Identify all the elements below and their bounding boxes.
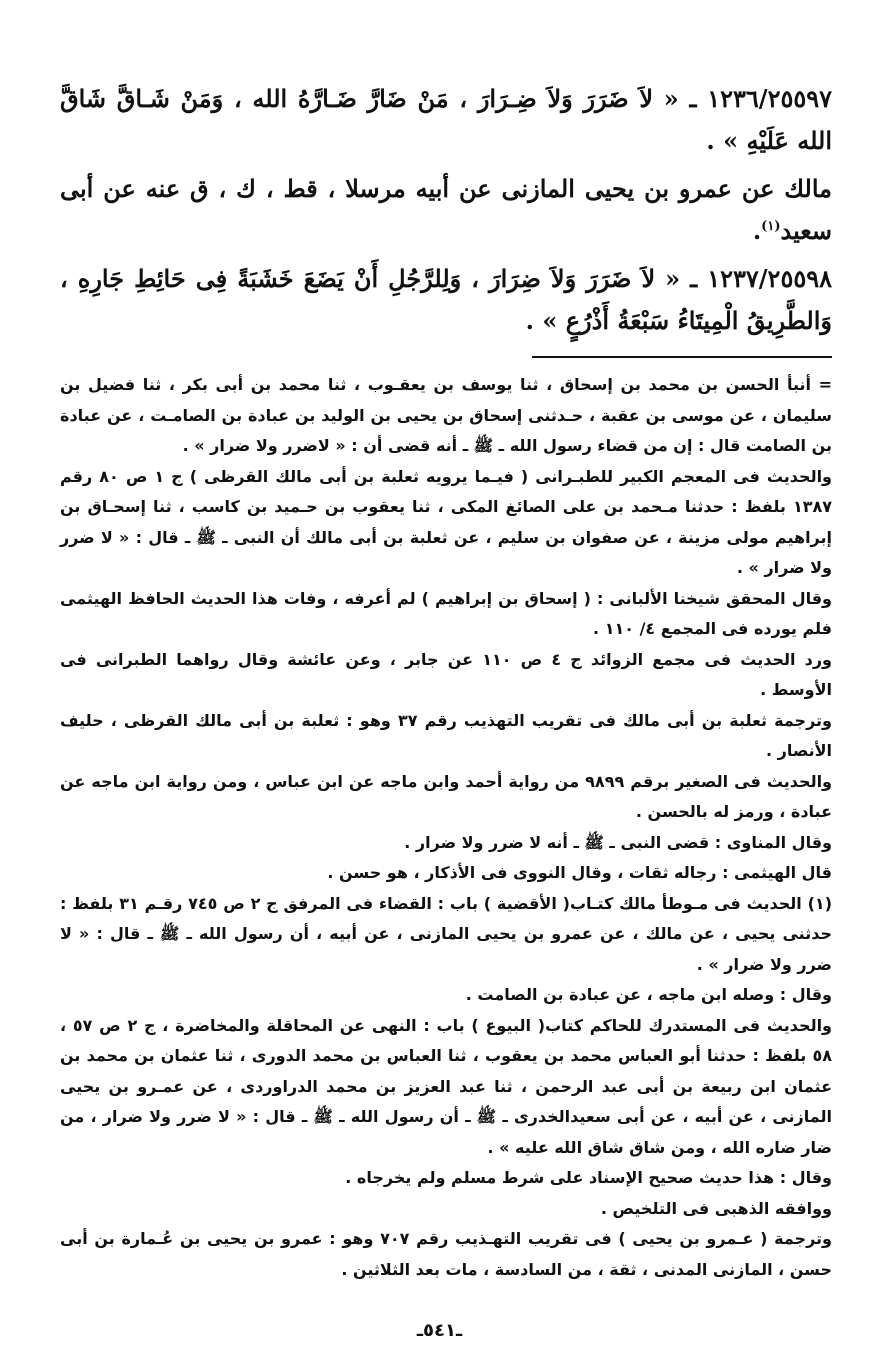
source-line bbox=[60, 168, 832, 252]
hadith-1237: ١٢٣٧/٢٥٥٩٨ ـ « لاَ ضَرَرَ وَلاَ ضِرَارَ ، وَلِلرَّجُلِ أَنْ يَضَعَ خَشَبَةً فِى حَائِطِ جَارِهِ ، وَالطَّرِيقُ الْمِيتَاءُ سَبْعَةُ أَذْرُعٍ » . bbox=[60, 264, 832, 335]
footnote-paragraph: وقال : وصله ابن ماجه ، عن عبادة بن الصامت . bbox=[465, 985, 832, 1004]
footnote-paragraph: = أنبأ الحسن بن محمد بن إسحاق ، ثنا يوسف بن يعقـوب ، ثنا محمد بن أبى بكر ، ثنا فضيل بن سليمان ، عن موسى بن عقبة ، حـدثنى إسحاق بن يحيى بن الوليد بن عبادة بن الصامـت ، عن عبادة بن الصامت قال : إن من قضاء رسول الله ـ ﷺ ـ أنه قضى أن : « لاضرر ولا ضرار » . bbox=[60, 375, 832, 455]
hadith-1236: ١٢٣٦/٢٥٥٩٧ ـ « لاَ ضَرَرَ وَلاَ ضِـرَارَ ، مَنْ ضَارَّ ضَـارَّهُ الله ، وَمَنْ شَـاقَّ شَاقَّ الله عَلَيْهِ » . bbox=[60, 84, 833, 155]
footnote-marker: (١) bbox=[761, 219, 781, 234]
footnote-paragraph: (١) الحديث فى مـوطأ مالك كتـاب( الأقضية ) باب : القضاء فى المرفق ج ٢ ص ٧٤٥ رقـم ٣١ بلفظ : حدثنى يحيى ، عن مالك ، عن عمرو بن يحيى المازنى ، عن أبيه ، أن رسول الله ـ ﷺ ـ قال : « لا ضرر ولا ضرار » . bbox=[60, 893, 832, 974]
footnote-paragraph: وترجمة ثعلبة بن أبى مالك فى تقريب التهذيب رقم ٣٧ وهو : ثعلبة بن أبى مالك القرظى ، حليف الأنصار . bbox=[60, 710, 832, 760]
footnote-paragraph: ورد الحديث فى مجمع الزوائد ج ٤ ص ١١٠ عن جابر ، وعن عائشة وقال رواهما الطبرانى فى الأوسط . bbox=[60, 649, 833, 699]
page-body bbox=[60, 78, 832, 1285]
footnote-paragraph: قال الهيثمى : رجاله ثقات ، وقال النووى فى الأذكار ، هو حسن . bbox=[327, 863, 832, 882]
footnote-divider bbox=[532, 356, 832, 358]
footnote-paragraph: والحديث فى الصغير برقم ٩٨٩٩ من رواية أحمد وابن ماجه عن ابن عباس ، ومن رواية ابن ماجه عن عبادة ، ورمز له بالحسن . bbox=[60, 771, 833, 821]
source-text: مالك عن عمرو بن يحيى المازنى عن أبيه مرسلا ، قط ، ك ، ق عنه عن أبى سعيد bbox=[60, 174, 833, 245]
footnote-paragraph: وترجمة ( عـمرو بن يحيى ) فى تقريب التهـذيب رقم ٧٠٧ وهو : عمرو بن يحيى بن عُـمارة بن أبى حسن ، المازنى المدنى ، ثقة ، من السادسة ، مات بعد الثلاثين . bbox=[60, 1229, 832, 1279]
footnote-paragraph: وقال المناوى : قضى النبى ـ ﷺ ـ أنه لا ضرر ولا ضرار . bbox=[404, 832, 832, 852]
footnote-paragraph: وقال : هذا حديث صحيح الإسناد على شرط مسلم ولم يخرجاه . bbox=[345, 1168, 832, 1187]
main-text bbox=[60, 78, 832, 342]
footnotes bbox=[60, 370, 832, 1285]
footnote-paragraph: وقال المحقق شيخنا الألبانى : ( إسحاق بن إبراهيم ) لم أعرفه ، وفات هذا الحديث الحافظ الهيثمى فلم يورده فى المجمع ٤/ ١١٠ . bbox=[60, 588, 832, 638]
footnote-paragraph: ووافقه الذهبى فى التلخيص . bbox=[600, 1198, 832, 1218]
page-number: ـ٥٤١ـ bbox=[416, 1320, 463, 1341]
footnote-paragraph: والحديث فى المعجم الكبير للطبـرانى ( فيـما يرويه ثعلبة بن أبى مالك القرظى ) ج ١ ص ٨٠ رقم ١٣٨٧ بلفظ : حدثنا مـحمد بن على الصائغ المكى ، ثنا يعقوب بن حـميد بن كاسب ، ثنا إسحـاق بن إبراهيم مولى مزينة ، عن صفوان بن سليم ، عن ثعلبة بن أبى مالك أن النبى ـ ﷺ ـ قال : « لا ضرر ولا ضرار » . bbox=[60, 466, 833, 577]
footnote-paragraph: والحديث فى المستدرك للحاكم كتاب( البيوع ) باب : النهى عن المحاقلة والمخاضرة ، ج ٢ ص ٥٧ ، ٥٨ بلفظ : حدثنا أبو العباس محمد بن يعقوب ، ثنا العباس بن محمد الدورى ، ثنا عثمان بن محمد بن عثمان ابن ربيعة بن أبى عبد الرحمن ، ثنا عبد العزيز بن محمد الدراوردى ، عن عمـرو بن يحيى المازنى ، عن أبيه ، عن أبى سعيدالخدرى ـ ﷺ ـ أن رسول الله ـ ﷺ ـ قال : « لا ضرر ولا ضرار ، من ضار ضاره الله ، ومن شاق شاق الله عليه » . bbox=[60, 1015, 833, 1157]
source-end: . bbox=[752, 216, 762, 245]
